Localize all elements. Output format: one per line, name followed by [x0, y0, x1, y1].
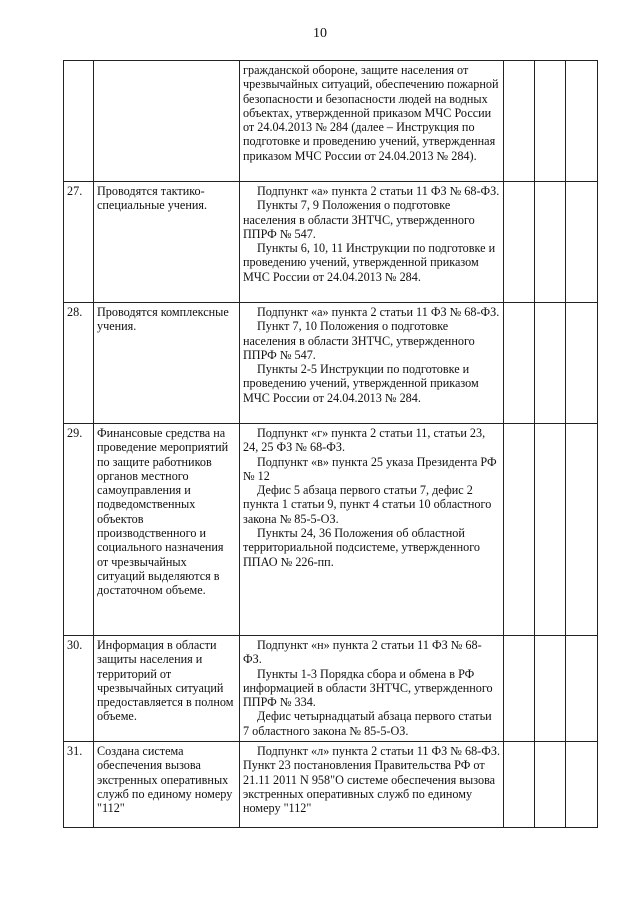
answer-cell	[566, 182, 598, 303]
answer-cell	[535, 636, 566, 742]
legal-reference: Пункты 2-5 Инструкции по подготовке и проведению учений, утвержденной приказом МЧС России от 24.04.2013 № 284.	[243, 362, 479, 405]
requirement-cell: Проводятся тактико-специальные учения.	[94, 182, 240, 303]
requirement-cell: Финансовые средства на проведение мероприятий по защите работников органов местного самоуправления и подведомственных объектов производственного и социального назначения от чрезвычайных ситуаций выделяются в достаточном объеме.	[94, 424, 240, 636]
legal-reference: Подпункт «г» пункта 2 статьи 11, статьи 23, 24, 25 ФЗ № 68-ФЗ.	[243, 426, 486, 455]
legal-reference-cell	[240, 61, 504, 182]
answer-cell	[504, 303, 535, 424]
answer-cell	[535, 303, 566, 424]
answer-cell	[566, 303, 598, 424]
legal-reference: гражданской обороне, защите населения от чрезвычайных ситуаций, обеспечению пожарной безопасности и безопасности людей на водных объектах, утвержденной приказом МЧС России от 24.04.2013 № 284 (далее – Инструкция по подготовке и проведению учений, утвержденная приказом МЧС России от 24.04.2013 № 284).	[243, 63, 499, 163]
answer-cell	[566, 636, 598, 742]
legal-reference-cell	[240, 742, 504, 828]
answer-cell	[566, 61, 598, 182]
answer-cell	[535, 61, 566, 182]
requirement-cell: Создана система обеспечения вызова экстренных оперативных служб по единому номеру "112"	[94, 742, 240, 828]
legal-reference: Подпункт «а» пункта 2 статьи 11 ФЗ № 68-ФЗ.	[257, 184, 500, 198]
legal-reference: Подпункт «н» пункта 2 статьи 11 ФЗ № 68-ФЗ.	[243, 638, 482, 667]
legal-reference: Пункты 1-3 Порядка сбора и обмена в РФ информацией в области ЗНТЧС, утвержденного ППРФ № 334.	[243, 666, 493, 710]
row-number: 31.	[64, 742, 94, 828]
table-row	[64, 424, 598, 636]
answer-cell	[566, 424, 598, 636]
legal-reference: Дефис четырнадцатый абзаца первого статьи 7 областного закона № 85-5-ОЗ.	[243, 709, 492, 738]
legal-reference-cell	[240, 182, 504, 303]
answer-cell	[504, 424, 535, 636]
page-number: 10	[313, 26, 327, 41]
answer-cell	[504, 182, 535, 303]
requirement-cell	[94, 61, 240, 182]
table-row	[64, 182, 598, 303]
legal-reference: Пункты 6, 10, 11 Инструкции по подготовке и проведению учений, утвержденной приказом МЧС России от 24.04.2013 № 284.	[243, 241, 496, 284]
legal-reference: Подпункт «л» пункта 2 статьи 11 ФЗ № 68-ФЗ.	[257, 744, 500, 759]
legal-reference: Пункт 23 постановления Правительства РФ от 21.11 2011 N 958"О системе обеспечения вызова экстренных оперативных служб по единому номеру "112"	[243, 758, 496, 816]
answer-cell	[535, 424, 566, 636]
legal-reference: Подпункт «а» пункта 2 статьи 11 ФЗ № 68-ФЗ.	[257, 305, 500, 319]
answer-cell	[504, 61, 535, 182]
row-number: 29.	[64, 424, 94, 636]
legal-reference: Подпункт «в» пункта 25 указа Президента РФ № 12	[243, 454, 497, 483]
table-row	[64, 61, 598, 182]
table-row	[64, 303, 598, 424]
table-row	[64, 742, 598, 828]
answer-cell	[504, 742, 535, 828]
requirement-cell: Информация в области защиты населения и территорий от чрезвычайных ситуаций предоставляется в полном объеме.	[94, 636, 240, 742]
answer-cell	[535, 182, 566, 303]
legal-reference: Пункты 7, 9 Положения о подготовке населения в области ЗНТЧС, утвержденного ППРФ № 547.	[243, 198, 475, 241]
row-number	[64, 61, 94, 182]
checklist-table	[63, 60, 598, 828]
legal-reference: Дефис 5 абзаца первого статьи 7, дефис 2 пункта 1 статьи 9, пункт 4 статьи 10 областного закона № 85-5-ОЗ.	[243, 483, 492, 526]
legal-reference-cell	[240, 636, 504, 742]
table-row	[64, 636, 598, 742]
requirement-cell: Проводятся комплексные учения.	[94, 303, 240, 424]
answer-cell	[504, 636, 535, 742]
row-number: 30.	[64, 636, 94, 742]
row-number: 27.	[64, 182, 94, 303]
answer-cell	[566, 742, 598, 828]
legal-reference-cell	[240, 303, 504, 424]
row-number: 28.	[64, 303, 94, 424]
legal-reference-cell	[240, 424, 504, 636]
legal-reference: Пункт 7, 10 Положения о подготовке населения в области ЗНТЧС, утвержденного ППРФ № 547.	[243, 319, 475, 362]
legal-reference: Пункты 24, 36 Положения об областной территориальной подсистеме, утвержденного ППАО № 226-пп.	[243, 526, 480, 569]
answer-cell	[535, 742, 566, 828]
